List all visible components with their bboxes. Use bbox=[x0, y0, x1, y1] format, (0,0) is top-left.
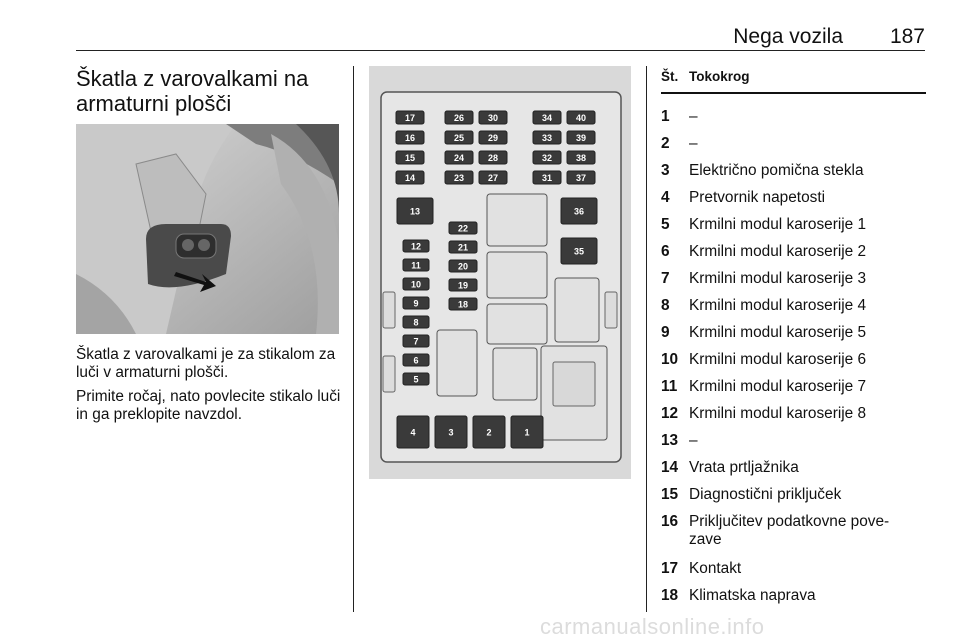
fuse-number: 10 bbox=[661, 351, 679, 368]
fuse-number: 2 bbox=[661, 135, 670, 152]
left-column bbox=[76, 66, 342, 423]
fuse-6: 6 bbox=[413, 355, 419, 366]
fuse-number: 14 bbox=[661, 459, 679, 476]
fuse-30: 30 bbox=[487, 113, 499, 123]
column-header-circuit: Tokokrog bbox=[689, 69, 750, 84]
column-divider-right bbox=[646, 66, 647, 612]
fuse-number: 8 bbox=[661, 297, 670, 314]
paragraph-instructions: Primite ročaj, nato povlecite stikalo luči in ga preklopite navzdol. bbox=[76, 388, 341, 423]
fuse-39: 39 bbox=[575, 133, 587, 143]
fuse-17: 17 bbox=[404, 113, 416, 123]
relay-slot bbox=[487, 304, 547, 344]
fuse-29: 29 bbox=[487, 133, 499, 143]
fuse-18: 18 bbox=[457, 299, 469, 310]
circuit-name: Priključitev podatkovne pove- zave bbox=[689, 513, 890, 548]
fuse-number: 16 bbox=[661, 513, 679, 530]
fuse-11: 11 bbox=[411, 260, 421, 271]
circuit-name: Krmilni modul karoserije 6 bbox=[689, 351, 867, 368]
column-header-number: Št. bbox=[661, 69, 679, 84]
fuse-20: 20 bbox=[457, 261, 469, 272]
fuse-number: 18 bbox=[661, 587, 679, 604]
fuse-number: 6 bbox=[661, 243, 670, 260]
fuse-10: 10 bbox=[410, 279, 422, 290]
circuit-name: Krmilni modul karoserije 3 bbox=[689, 270, 867, 287]
circuit-name: Klimatska naprava bbox=[689, 587, 816, 604]
page-number: 187 bbox=[889, 25, 925, 48]
fuse-37: 37 bbox=[575, 173, 587, 183]
fuse-3: 3 bbox=[448, 427, 454, 438]
fuse-1: 1 bbox=[524, 427, 530, 438]
fuse-33: 33 bbox=[541, 133, 553, 143]
fuse-25: 25 bbox=[453, 133, 465, 143]
relay-slot bbox=[487, 194, 547, 246]
fuse-number: 4 bbox=[661, 189, 670, 206]
fuse-31: 31 bbox=[541, 173, 553, 183]
paragraph-location: Škatla z varovalkami je za stikalom za luči v armaturni plošči. bbox=[76, 346, 336, 381]
relay-slot bbox=[493, 348, 537, 400]
circuit-name: Krmilni modul karoserije 5 bbox=[689, 324, 867, 341]
side-tab bbox=[383, 292, 395, 328]
dashboard-photo bbox=[76, 124, 339, 334]
fuse-34: 34 bbox=[541, 113, 553, 123]
page-header bbox=[76, 22, 925, 51]
fuse-number: 5 bbox=[661, 216, 670, 233]
fuse-number: 7 bbox=[661, 270, 670, 287]
column-divider-left bbox=[353, 66, 354, 612]
fuse-35: 35 bbox=[573, 246, 585, 257]
side-tab bbox=[605, 292, 617, 328]
fuse-15: 15 bbox=[404, 153, 416, 163]
side-tab bbox=[383, 356, 395, 392]
fuse-38: 38 bbox=[575, 153, 587, 163]
circuit-name: – bbox=[689, 108, 698, 125]
watermark: carmanualsonline.info bbox=[540, 614, 765, 639]
relay-slot bbox=[437, 330, 477, 396]
fuse-5: 5 bbox=[413, 374, 419, 385]
fuse-13: 13 bbox=[409, 206, 421, 217]
circuit-name: Vrata prtljažnika bbox=[689, 459, 799, 476]
fuse-16: 16 bbox=[404, 133, 416, 143]
fuse-40: 40 bbox=[575, 113, 587, 123]
fuse-7: 7 bbox=[413, 336, 419, 347]
circuit-name: Krmilni modul karoserije 4 bbox=[689, 297, 867, 314]
circuit-name: Krmilni modul karoserije 1 bbox=[689, 216, 867, 233]
fuse-number: 9 bbox=[661, 324, 670, 341]
circuit-name: – bbox=[689, 432, 698, 449]
fuse-28: 28 bbox=[487, 153, 499, 163]
fuse-number: 15 bbox=[661, 486, 679, 503]
circuit-name: Električno pomična stekla bbox=[689, 162, 864, 179]
relay-slot bbox=[487, 252, 547, 298]
circuit-name: Krmilni modul karoserije 7 bbox=[689, 378, 867, 395]
fuse-8: 8 bbox=[413, 317, 419, 328]
fuse-36: 36 bbox=[573, 206, 585, 217]
fuse-box-diagram bbox=[369, 66, 631, 479]
fuse-26: 26 bbox=[453, 113, 465, 123]
fuse-number: 17 bbox=[661, 560, 679, 577]
section-title: Nega vozila bbox=[733, 25, 843, 48]
fuse-number: 1 bbox=[661, 108, 670, 125]
fuse-4: 4 bbox=[410, 427, 416, 438]
fuse-14: 14 bbox=[404, 173, 416, 183]
circuit-name: Kontakt bbox=[689, 560, 742, 577]
fuse-24: 24 bbox=[453, 153, 465, 163]
circuit-name: Pretvornik napetosti bbox=[689, 189, 826, 206]
fuse-number: 3 bbox=[661, 162, 670, 179]
fuse-number: 11 bbox=[661, 378, 678, 395]
circuit-name: Diagnostični priključek bbox=[689, 486, 842, 503]
circuit-name: – bbox=[689, 135, 698, 152]
fuse-23: 23 bbox=[453, 173, 465, 183]
fuse-number: 12 bbox=[661, 405, 679, 422]
fuse-9: 9 bbox=[413, 298, 419, 309]
table-header bbox=[661, 66, 926, 94]
fuse-21: 21 bbox=[457, 242, 469, 253]
fuse-number: 13 bbox=[661, 432, 679, 449]
fuse-22: 22 bbox=[457, 223, 469, 234]
section-heading: Škatla z varovalkami na armaturni plošči bbox=[76, 66, 309, 116]
fuse-2: 2 bbox=[486, 427, 492, 438]
fuse-table bbox=[661, 66, 926, 604]
fuse-32: 32 bbox=[541, 153, 553, 163]
fuse-12: 12 bbox=[410, 241, 422, 252]
fuse-27: 27 bbox=[487, 173, 499, 183]
relay-slot bbox=[555, 278, 599, 342]
circuit-name: Krmilni modul karoserije 8 bbox=[689, 405, 867, 422]
fuse-19: 19 bbox=[457, 280, 469, 291]
relay-slot bbox=[553, 362, 595, 406]
circuit-name: Krmilni modul karoserije 2 bbox=[689, 243, 867, 260]
